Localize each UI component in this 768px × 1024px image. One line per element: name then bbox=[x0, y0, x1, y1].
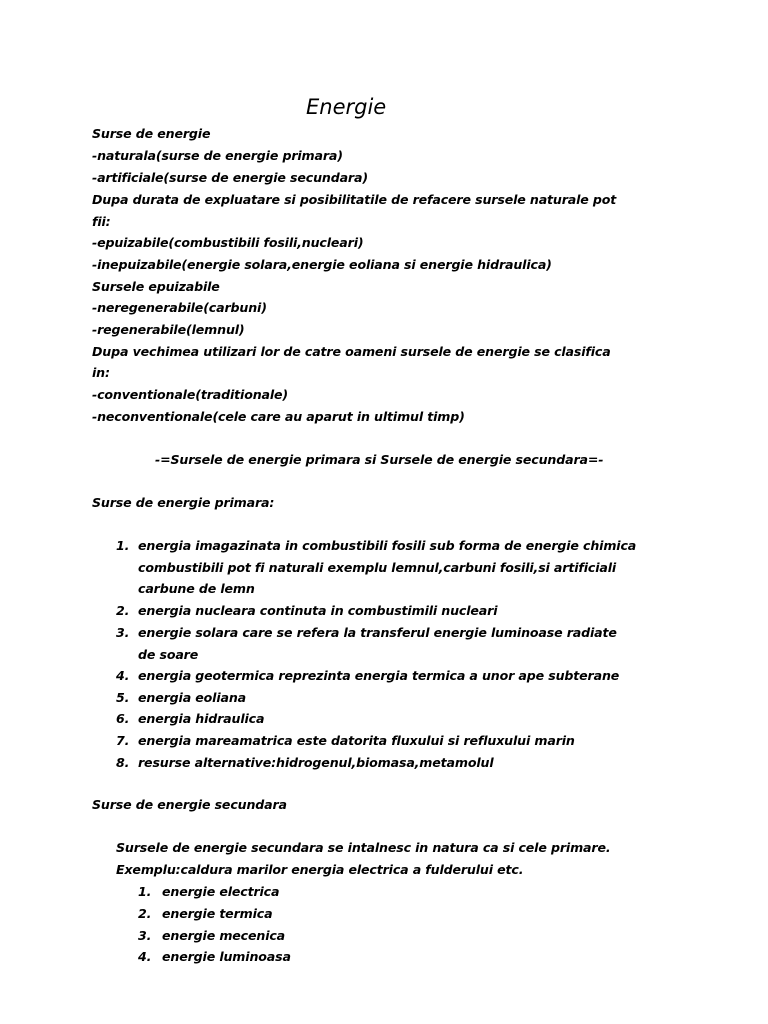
list-number: 2. bbox=[116, 603, 130, 618]
list-number: 3. bbox=[116, 625, 130, 640]
secondary-paragraph: Exemplu:caldura marilor energia electrica a fulderului etc. bbox=[116, 862, 524, 877]
list-item bbox=[138, 903, 272, 925]
list-item-text: resurse alternative:hidrogenul,biomasa,metamolul bbox=[138, 755, 494, 770]
list-number: 6. bbox=[116, 711, 130, 726]
list-item bbox=[138, 946, 291, 968]
intro-line: -epuizabile(combustibili fosili,nucleari) bbox=[92, 235, 364, 250]
intro-line: -neregenerabile(carbuni) bbox=[92, 300, 267, 315]
intro-line: in: bbox=[92, 365, 110, 380]
list-item-text: energia geotermica reprezinta energia termica a unor ape subterane bbox=[138, 668, 620, 683]
secondary-paragraph: Sursele de energie secundara se intalnesc in natura ca si cele primare. bbox=[116, 840, 611, 855]
list-item bbox=[116, 687, 698, 709]
intro-line: fii: bbox=[92, 214, 111, 229]
list-number: 1. bbox=[116, 538, 130, 553]
intro-line: -inepuizabile(energie solara,energie eoliana si energie hidraulica) bbox=[92, 257, 552, 272]
intro-line: -artificiale(surse de energie secundara) bbox=[92, 170, 368, 185]
list-item-text: energia hidraulica bbox=[138, 711, 265, 726]
list-item bbox=[116, 730, 698, 752]
list-item bbox=[138, 925, 285, 947]
section-heading: -=Sursele de energie primara si Sursele de energie secundara=- bbox=[155, 452, 604, 467]
list-number: 7. bbox=[116, 733, 130, 748]
list-item-text: energia mareamatrica este datorita fluxului si refluxului marin bbox=[138, 733, 575, 748]
secondary-heading: Surse de energie secundara bbox=[92, 797, 287, 812]
list-item-text: energie luminoasa bbox=[162, 949, 291, 964]
intro-line: -neconventionale(cele care au aparut in ultimul timp) bbox=[92, 409, 465, 424]
intro-line: -naturala(surse de energie primara) bbox=[92, 148, 343, 163]
list-number: 2. bbox=[138, 906, 152, 921]
list-item-text: energie mecenica bbox=[162, 928, 286, 943]
intro-line: Sursele epuizabile bbox=[92, 279, 220, 294]
primary-heading: Surse de energie primara: bbox=[92, 495, 275, 510]
list-number: 8. bbox=[116, 755, 130, 770]
list-item bbox=[116, 708, 698, 730]
list-item-text: energie electrica bbox=[162, 884, 280, 899]
list-item-text: energie termica bbox=[162, 906, 273, 921]
list-item bbox=[116, 622, 698, 665]
list-item-text: combustibili pot fi naturali exemplu lemnul,carbuni fosili,si artificiali bbox=[138, 559, 617, 575]
list-item bbox=[116, 600, 698, 622]
list-item-text: energia imagazinata in combustibili fosili sub forma de energie chimica bbox=[138, 538, 637, 553]
list-number: 4. bbox=[116, 668, 130, 683]
intro-line: Dupa durata de expluatare si posibilitatile de refacere sursele naturale pot bbox=[92, 192, 617, 207]
intro-line: Surse de energie bbox=[92, 126, 211, 141]
list-number: 3. bbox=[138, 928, 152, 943]
list-item bbox=[116, 752, 698, 774]
list-item-text: energia nucleara continuta in combustimili nucleari bbox=[138, 603, 498, 618]
list-item-text: energie solara care se refera la transferul energie luminoase radiate bbox=[138, 625, 617, 640]
intro-line: Dupa vechimea utilizari lor de catre oameni sursele de energie se clasifica bbox=[92, 344, 611, 359]
list-item-text: de soare bbox=[138, 646, 199, 662]
document-title: Energie bbox=[306, 95, 387, 119]
list-item-text: carbune de lemn bbox=[138, 581, 255, 597]
list-number: 4. bbox=[138, 949, 152, 964]
list-item-text: energia eoliana bbox=[138, 690, 247, 705]
list-item bbox=[138, 881, 279, 903]
list-item bbox=[116, 665, 698, 687]
list-number: 5. bbox=[116, 690, 130, 705]
intro-line: -regenerabile(lemnul) bbox=[92, 322, 245, 337]
list-number: 1. bbox=[138, 884, 152, 899]
intro-line: -conventionale(traditionale) bbox=[92, 387, 289, 402]
list-item bbox=[116, 535, 698, 600]
